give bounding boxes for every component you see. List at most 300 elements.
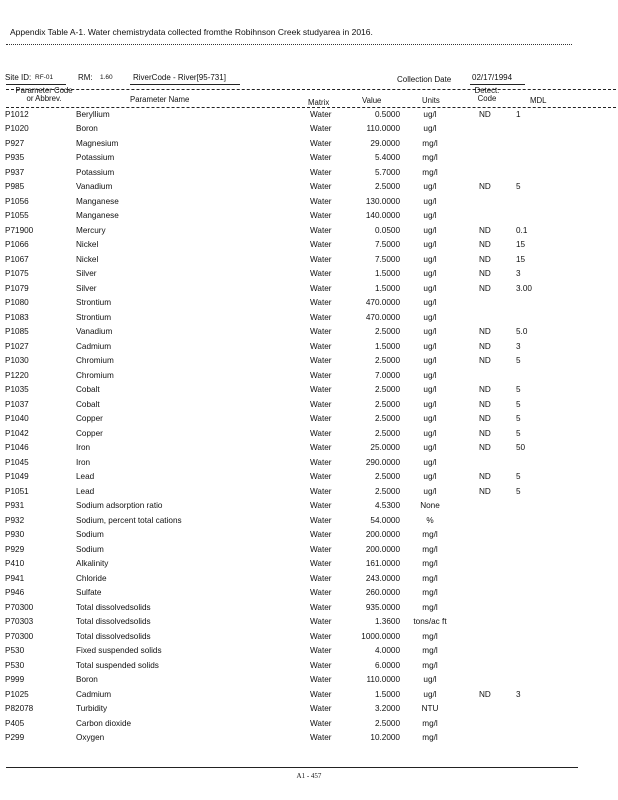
value-cell: 4.0000 [374, 646, 400, 656]
detect-code-cell: ND [479, 443, 491, 453]
param-code-cell: P1042 [5, 428, 29, 438]
matrix-cell: Water [310, 283, 332, 293]
param-code-cell: P999 [5, 675, 25, 685]
table-row [0, 197, 618, 211]
units-cell: mg/l [422, 559, 438, 569]
date-underline [470, 84, 525, 85]
param-code-cell: P927 [5, 138, 25, 148]
param-name-cell: Magnesium [76, 138, 119, 148]
detect-code-cell: ND [479, 399, 491, 409]
detect-code-cell: ND [479, 254, 491, 264]
rm-value: 1.60 [100, 74, 113, 81]
table-row [0, 661, 618, 675]
param-name-cell: Vanadium [76, 327, 113, 337]
matrix-cell: Water [310, 675, 332, 685]
table-row [0, 110, 618, 124]
param-name-cell: Copper [76, 414, 103, 424]
table-row [0, 704, 618, 718]
units-cell: ug/l [423, 457, 437, 467]
param-code-cell: P929 [5, 544, 25, 554]
mdl-cell: 3 [516, 269, 521, 279]
param-name-cell: Beryllium [76, 110, 110, 119]
table-row [0, 371, 618, 385]
value-cell: 0.0500 [374, 225, 400, 235]
matrix-cell: Water [310, 138, 332, 148]
value-cell: 200.0000 [365, 544, 400, 554]
table-row [0, 675, 618, 689]
units-cell: None [420, 501, 440, 511]
mdl-cell: 5 [516, 385, 521, 395]
param-code-cell: P1046 [5, 443, 29, 453]
param-name-cell: Nickel [76, 240, 99, 250]
table-row [0, 545, 618, 559]
detect-code-cell: ND [479, 327, 491, 337]
param-name-cell: Nickel [76, 254, 99, 264]
param-code-cell: P1035 [5, 385, 29, 395]
matrix-cell: Water [310, 457, 332, 467]
table-row [0, 385, 618, 399]
param-code-cell: P405 [5, 718, 25, 728]
value-cell: 2.5000 [374, 414, 400, 424]
mdl-cell: 5 [516, 182, 521, 192]
value-cell: 7.5000 [374, 254, 400, 264]
param-code-cell: P1037 [5, 399, 29, 409]
table-row [0, 632, 618, 646]
value-cell: 470.0000 [365, 298, 400, 308]
title-divider [6, 44, 572, 45]
matrix-cell: Water [310, 530, 332, 540]
detect-code-cell: ND [479, 356, 491, 366]
value-cell: 260.0000 [365, 588, 400, 598]
matrix-cell: Water [310, 399, 332, 409]
table-row [0, 530, 618, 544]
param-code-cell: P530 [5, 660, 25, 670]
col-header-code: Parameter Code or Abbrev. [15, 86, 73, 103]
param-name-cell: Sulfate [76, 588, 102, 598]
param-name-cell: Lead [76, 486, 95, 496]
mdl-cell: 5 [516, 486, 521, 496]
param-name-cell: Fixed suspended solids [76, 646, 162, 656]
units-cell: ug/l [423, 327, 437, 337]
matrix-cell: Water [310, 428, 332, 438]
detect-code-cell: ND [479, 385, 491, 395]
value-cell: 7.0000 [374, 370, 400, 380]
param-name-cell: Boron [76, 675, 98, 685]
units-cell: ug/l [423, 298, 437, 308]
matrix-cell: Water [310, 704, 332, 714]
header-top-rule [6, 89, 616, 90]
table-row [0, 400, 618, 414]
value-cell: 1.5000 [374, 341, 400, 351]
units-cell: ug/l [423, 443, 437, 453]
page-number: A1 - 457 [296, 772, 322, 780]
detect-code-cell: ND [479, 269, 491, 279]
matrix-cell: Water [310, 544, 332, 554]
matrix-cell: Water [310, 341, 332, 351]
mdl-cell: 5 [516, 399, 521, 409]
value-cell: 2.5000 [374, 399, 400, 409]
matrix-cell: Water [310, 356, 332, 366]
param-code-cell: P70300 [5, 602, 34, 612]
value-cell: 10.2000 [370, 733, 400, 743]
river-underline [130, 84, 240, 85]
units-cell: ug/l [423, 428, 437, 438]
header-bottom-rule [6, 107, 616, 108]
param-name-cell: Iron [76, 443, 91, 453]
param-code-cell: P1045 [5, 457, 29, 467]
value-cell: 470.0000 [365, 312, 400, 322]
units-cell: ug/l [423, 385, 437, 395]
param-code-cell: P1049 [5, 472, 29, 482]
param-name-cell: Total suspended solids [76, 660, 159, 670]
param-name-cell: Strontium [76, 312, 112, 322]
param-code-cell: P71900 [5, 225, 34, 235]
param-code-cell: P410 [5, 559, 25, 569]
units-cell: mg/l [422, 530, 438, 540]
value-cell: 7.5000 [374, 240, 400, 250]
param-name-cell: Strontium [76, 298, 112, 308]
param-name-cell: Turbidity [76, 704, 108, 714]
mdl-cell: 5 [516, 472, 521, 482]
param-code-cell: P1055 [5, 211, 29, 221]
matrix-cell: Water [310, 559, 332, 569]
param-code-cell: P1020 [5, 124, 29, 134]
table-row [0, 313, 618, 327]
matrix-cell: Water [310, 298, 332, 308]
matrix-cell: Water [310, 718, 332, 728]
value-cell: 200.0000 [365, 530, 400, 540]
matrix-cell: Water [310, 182, 332, 192]
matrix-cell: Water [310, 153, 332, 163]
table-row [0, 617, 618, 631]
param-code-cell: P932 [5, 515, 25, 525]
param-code-cell: P1220 [5, 370, 29, 380]
param-name-cell: Sodium, percent total cations [76, 515, 182, 525]
matrix-cell: Water [310, 646, 332, 656]
value-cell: 2.5000 [374, 472, 400, 482]
table-row [0, 356, 618, 370]
param-name-cell: Carbon dioxide [76, 718, 132, 728]
matrix-cell: Water [310, 385, 332, 395]
matrix-cell: Water [310, 240, 332, 250]
col-header-detect: Detect. Code [474, 86, 500, 103]
param-name-cell: Lead [76, 472, 95, 482]
site-id-label: Site ID: [5, 73, 32, 82]
table-row [0, 690, 618, 704]
param-name-cell: Boron [76, 124, 98, 134]
value-cell: 25.0000 [370, 443, 400, 453]
matrix-cell: Water [310, 588, 332, 598]
footer-rule [6, 767, 578, 768]
value-cell: 140.0000 [365, 211, 400, 221]
table-row [0, 284, 618, 298]
param-code-cell: P941 [5, 573, 25, 583]
matrix-cell: Water [310, 443, 332, 453]
mdl-cell: 5 [516, 356, 521, 366]
param-code-cell: P1085 [5, 327, 29, 337]
table-row [0, 226, 618, 240]
mdl-cell: 5 [516, 428, 521, 438]
collection-date-value: 02/17/1994 [472, 73, 513, 82]
param-code-cell: P1040 [5, 414, 29, 424]
param-name-cell: Total dissolvedsolids [76, 631, 151, 641]
param-code-cell: P946 [5, 588, 25, 598]
table-row [0, 139, 618, 153]
param-name-cell: Chromium [76, 370, 114, 380]
value-cell: 2.5000 [374, 327, 400, 337]
table-row [0, 342, 618, 356]
param-code-cell: P931 [5, 501, 25, 511]
value-cell: 1.3600 [374, 617, 400, 627]
value-cell: 0.5000 [374, 110, 400, 119]
value-cell: 6.0000 [374, 660, 400, 670]
table-row [0, 429, 618, 443]
matrix-cell: Water [310, 631, 332, 641]
matrix-cell: Water [310, 733, 332, 743]
matrix-cell: Water [310, 254, 332, 264]
param-code-cell: P82078 [5, 704, 34, 714]
units-cell: mg/l [422, 167, 438, 177]
param-code-cell: P1066 [5, 240, 29, 250]
col-header-matrix: Matrix [308, 98, 330, 107]
value-cell: 29.0000 [370, 138, 400, 148]
param-name-cell: Potassium [76, 153, 115, 163]
units-cell: ug/l [423, 472, 437, 482]
param-name-cell: Sodium adsorption ratio [76, 501, 163, 511]
units-cell: NTU [421, 704, 439, 714]
table-row [0, 327, 618, 341]
table-row [0, 255, 618, 269]
value-cell: 2.5000 [374, 385, 400, 395]
units-cell: mg/l [422, 631, 438, 641]
table-row [0, 574, 618, 588]
value-cell: 935.0000 [365, 602, 400, 612]
param-name-cell: Oxygen [76, 733, 105, 743]
units-cell: ug/l [423, 689, 437, 699]
units-cell: ug/l [423, 356, 437, 366]
collection-date-label: Collection Date [397, 75, 452, 84]
table-row [0, 588, 618, 602]
value-cell: 243.0000 [365, 573, 400, 583]
param-name-cell: Total dissolvedsolids [76, 617, 151, 627]
value-cell: 110.0000 [366, 675, 400, 685]
site-underline [6, 84, 66, 85]
units-cell: ug/l [423, 225, 437, 235]
param-code-cell: P70303 [5, 617, 34, 627]
value-cell: 2.5000 [374, 356, 400, 366]
param-code-cell: P70300 [5, 631, 34, 641]
table-row [0, 719, 618, 733]
mdl-cell: 3 [516, 689, 521, 699]
col-header-value: Value [362, 96, 382, 105]
param-code-cell: P1079 [5, 283, 29, 293]
value-cell: 5.4000 [374, 153, 400, 163]
detect-code-cell: ND [479, 428, 491, 438]
param-name-cell: Potassium [76, 167, 115, 177]
param-name-cell: Alkalinity [76, 559, 109, 569]
value-cell: 2.5000 [374, 486, 400, 496]
units-cell: mg/l [422, 660, 438, 670]
matrix-cell: Water [310, 472, 332, 482]
value-cell: 130.0000 [365, 196, 400, 206]
param-code-cell: P1030 [5, 356, 29, 366]
units-cell: ug/l [423, 240, 437, 250]
param-name-cell: Silver [76, 269, 97, 279]
detect-code-cell: ND [479, 182, 491, 192]
mdl-cell: 0.1 [516, 225, 528, 235]
value-cell: 5.7000 [374, 167, 400, 177]
units-cell: tons/ac ft [413, 617, 447, 627]
value-cell: 2.5000 [374, 718, 400, 728]
units-cell: ug/l [423, 370, 437, 380]
table-row [0, 414, 618, 428]
detect-code-cell: ND [479, 414, 491, 424]
matrix-cell: Water [310, 602, 332, 612]
units-cell: ug/l [423, 341, 437, 351]
param-name-cell: Mercury [76, 225, 106, 235]
detect-code-cell: ND [479, 689, 491, 699]
col-header-name: Parameter Name [130, 95, 190, 104]
table-row [0, 487, 618, 501]
matrix-cell: Water [310, 660, 332, 670]
table-row [0, 168, 618, 182]
matrix-cell: Water [310, 124, 332, 134]
param-code-cell: P1083 [5, 312, 29, 322]
table-row [0, 646, 618, 660]
table-row [0, 182, 618, 196]
value-cell: 1.5000 [374, 283, 400, 293]
units-cell: ug/l [423, 269, 437, 279]
param-code-cell: P1075 [5, 269, 29, 279]
detect-code-cell: ND [479, 486, 491, 496]
units-cell: ug/l [423, 283, 437, 293]
param-code-cell: P985 [5, 182, 25, 192]
mdl-cell: 50 [516, 443, 526, 453]
table-row [0, 124, 618, 138]
param-name-cell: Cadmium [76, 689, 112, 699]
param-name-cell: Copper [76, 428, 103, 438]
param-code-cell: P935 [5, 153, 25, 163]
param-name-cell: Vanadium [76, 182, 113, 192]
units-cell: mg/l [422, 588, 438, 598]
mdl-cell: 15 [516, 240, 526, 250]
matrix-cell: Water [310, 689, 332, 699]
table-row [0, 501, 618, 515]
units-cell: % [426, 515, 434, 525]
mdl-cell: 3 [516, 341, 521, 351]
river-code: RiverCode - River[95-731] [133, 73, 226, 82]
value-cell: 161.0000 [365, 559, 400, 569]
value-cell: 1000.0000 [361, 631, 400, 641]
param-name-cell: Total dissolvedsolids [76, 602, 151, 612]
detect-code-cell: ND [479, 110, 491, 119]
table-row [0, 443, 618, 457]
param-name-cell: Cobalt [76, 399, 100, 409]
param-name-cell: Sodium [76, 530, 104, 540]
matrix-cell: Water [310, 225, 332, 235]
param-name-cell: Cobalt [76, 385, 100, 395]
units-cell: ug/l [423, 182, 437, 192]
value-cell: 110.0000 [366, 124, 400, 134]
table-row [0, 153, 618, 167]
param-code-cell: P1027 [5, 341, 29, 351]
detect-code-cell: ND [479, 225, 491, 235]
matrix-cell: Water [310, 167, 332, 177]
mdl-cell: 5 [516, 414, 521, 424]
detect-code-cell: ND [479, 240, 491, 250]
param-code-cell: P937 [5, 167, 25, 177]
param-name-cell: Silver [76, 283, 97, 293]
matrix-cell: Water [310, 573, 332, 583]
table-row [0, 603, 618, 617]
table-row [0, 240, 618, 254]
param-code-cell: P1025 [5, 689, 29, 699]
param-name-cell: Manganese [76, 196, 119, 206]
units-cell: mg/l [422, 138, 438, 148]
param-code-cell: P1067 [5, 254, 29, 264]
table-row [0, 298, 618, 312]
units-cell: ug/l [423, 312, 437, 322]
matrix-cell: Water [310, 515, 332, 525]
value-cell: 54.0000 [370, 515, 400, 525]
mdl-cell: 1 [516, 110, 521, 119]
matrix-cell: Water [310, 110, 332, 119]
matrix-cell: Water [310, 196, 332, 206]
units-cell: ug/l [423, 196, 437, 206]
units-cell: ug/l [423, 254, 437, 264]
param-name-cell: Manganese [76, 211, 119, 221]
units-cell: mg/l [422, 573, 438, 583]
param-name-cell: Chromium [76, 356, 114, 366]
site-id-value: RF-01 [35, 74, 54, 81]
param-name-cell: Chloride [76, 573, 107, 583]
matrix-cell: Water [310, 370, 332, 380]
matrix-cell: Water [310, 486, 332, 496]
units-cell: ug/l [423, 486, 437, 496]
units-cell: ug/l [423, 211, 437, 221]
param-code-cell: P1051 [5, 486, 29, 496]
units-cell: ug/l [423, 110, 437, 119]
mdl-cell: 15 [516, 254, 526, 264]
value-cell: 2.5000 [374, 182, 400, 192]
units-cell: mg/l [422, 646, 438, 656]
table-row [0, 458, 618, 472]
param-code-cell: P1056 [5, 196, 29, 206]
matrix-cell: Water [310, 501, 332, 511]
value-cell: 2.5000 [374, 428, 400, 438]
value-cell: 1.5000 [374, 269, 400, 279]
param-name-cell: Iron [76, 457, 91, 467]
value-cell: 290.0000 [365, 457, 400, 467]
units-cell: ug/l [423, 124, 437, 134]
units-cell: ug/l [423, 414, 437, 424]
units-cell: mg/l [422, 718, 438, 728]
rm-label: RM: [78, 73, 93, 82]
units-cell: ug/l [423, 675, 437, 685]
table-row [0, 472, 618, 486]
value-cell: 3.2000 [374, 704, 400, 714]
mdl-cell: 3.00 [516, 283, 532, 293]
units-cell: mg/l [422, 733, 438, 743]
param-name-cell: Cadmium [76, 341, 112, 351]
param-code-cell: P930 [5, 530, 25, 540]
detect-code-cell: ND [479, 472, 491, 482]
units-cell: mg/l [422, 602, 438, 612]
table-row [0, 211, 618, 225]
matrix-cell: Water [310, 617, 332, 627]
matrix-cell: Water [310, 414, 332, 424]
detect-code-cell: ND [479, 283, 491, 293]
